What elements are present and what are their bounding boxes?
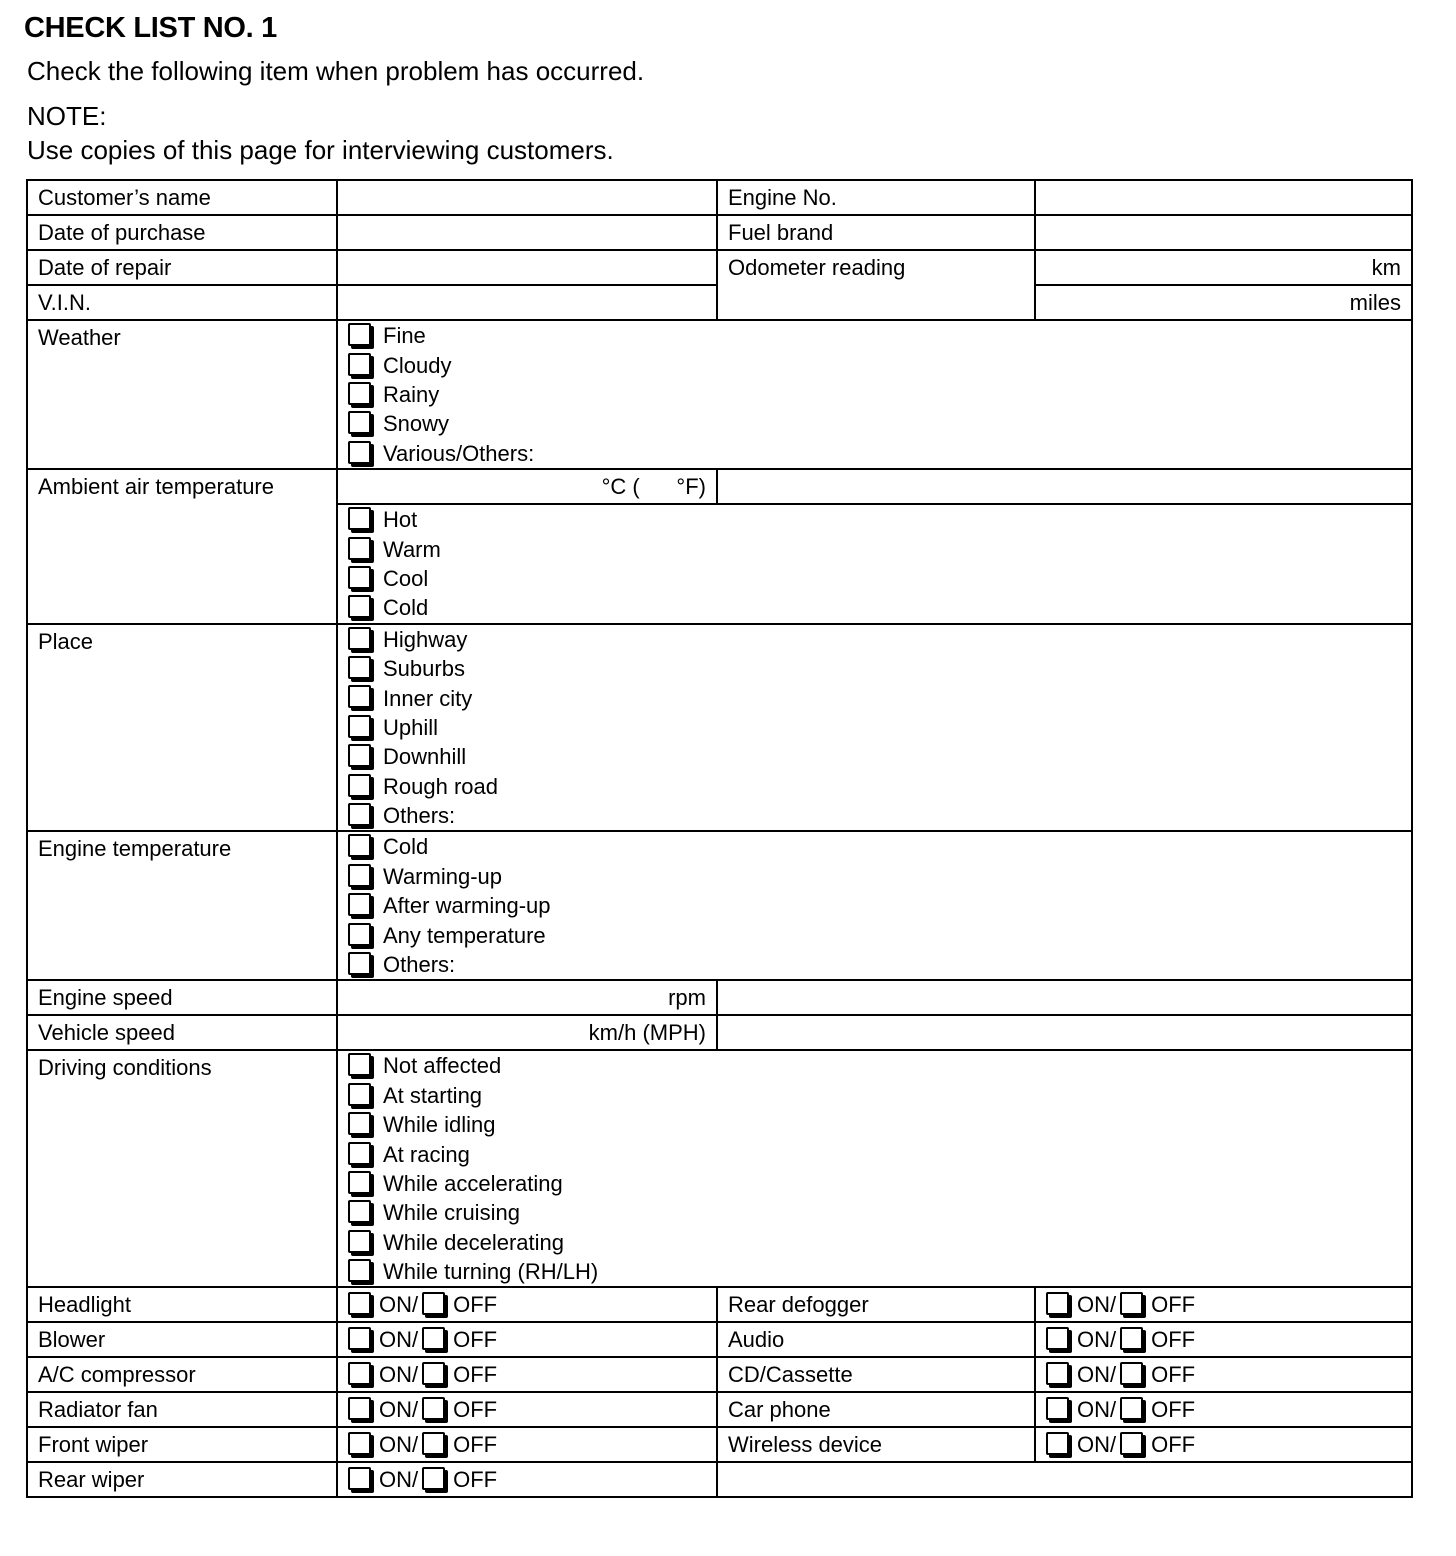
on-checkbox-icon[interactable] [348, 1467, 371, 1490]
driving-options [337, 1050, 1412, 1287]
row-customer-name [27, 180, 1412, 215]
weather-option[interactable]: Various/Others: [348, 439, 1401, 468]
on-checkbox-icon[interactable] [1046, 1327, 1069, 1350]
off-checkbox-icon[interactable] [1120, 1397, 1143, 1420]
rpm-unit: rpm [668, 985, 706, 1011]
switch-onoff-left: ON/ OFF [337, 1322, 717, 1357]
place-label: Place [27, 624, 337, 832]
customer-name-field[interactable] [337, 180, 717, 215]
place-option[interactable]: Others: [348, 801, 1401, 830]
switch-onoff-right: ON/ OFF [1035, 1427, 1412, 1462]
vehicle-speed-blank [717, 1015, 1412, 1050]
ambient-option[interactable]: Cool [348, 564, 1401, 593]
engine-temp-option[interactable]: After warming-up [348, 891, 1401, 920]
note-text: Use copies of this page for interviewing customers. [27, 135, 614, 165]
page-title: CHECK LIST NO. 1 [24, 12, 277, 44]
fuel-brand-field[interactable] [1035, 215, 1412, 250]
on-checkbox-icon[interactable] [348, 1292, 371, 1315]
ambient-options [337, 504, 1412, 624]
switch-onoff-right: ON/ OFF [1035, 1287, 1412, 1322]
vin-field[interactable] [337, 285, 717, 320]
vin-label: V.I.N. [27, 285, 337, 320]
switch-onoff-left: ON/ OFF [337, 1462, 717, 1497]
place-option[interactable]: Highway [348, 625, 1401, 654]
switch-onoff-left: ON/ OFF [337, 1357, 717, 1392]
switch-row [27, 1392, 1412, 1427]
row-place [27, 624, 1412, 832]
switch-label-left: Blower [27, 1322, 337, 1357]
engine-temp-option[interactable]: Cold [348, 832, 1401, 861]
checkbox-icon[interactable] [348, 537, 371, 560]
on-checkbox-icon[interactable] [348, 1327, 371, 1350]
row-date-of-purchase [27, 215, 1412, 250]
ambient-temp-field[interactable] [337, 469, 717, 504]
date-of-repair-label: Date of repair [27, 250, 337, 285]
checkbox-icon[interactable] [348, 507, 371, 530]
off-checkbox-icon[interactable] [422, 1292, 445, 1315]
vehicle-speed-label: Vehicle speed [27, 1015, 337, 1050]
km-unit: km [1371, 255, 1401, 280]
temp-unit: °C ( °F) [601, 473, 706, 499]
odometer-reading-label: Odometer reading [717, 250, 1035, 320]
driving-option[interactable]: While idling [348, 1110, 1401, 1139]
engine-speed-label: Engine speed [27, 980, 337, 1015]
checklist-table [26, 179, 1413, 1498]
place-option[interactable]: Uphill [348, 713, 1401, 742]
miles-unit: miles [1349, 290, 1401, 315]
place-options [337, 624, 1412, 832]
checkbox-icon[interactable] [348, 1230, 371, 1253]
off-checkbox-icon[interactable] [1120, 1327, 1143, 1350]
off-checkbox-icon[interactable] [1120, 1292, 1143, 1315]
checkbox-icon[interactable] [348, 1200, 371, 1223]
on-checkbox-icon[interactable] [348, 1397, 371, 1420]
off-checkbox-icon[interactable] [422, 1397, 445, 1420]
on-checkbox-icon[interactable] [348, 1362, 371, 1385]
checkbox-icon[interactable] [348, 744, 371, 767]
off-checkbox-icon[interactable] [422, 1362, 445, 1385]
checkbox-icon[interactable] [348, 656, 371, 679]
switch-onoff-left: ON/ OFF [337, 1427, 717, 1462]
place-option[interactable]: Rough road [348, 771, 1401, 800]
on-checkbox-icon[interactable] [1046, 1397, 1069, 1420]
weather-option[interactable]: Cloudy [348, 350, 1401, 379]
date-of-purchase-label: Date of purchase [27, 215, 337, 250]
date-of-repair-field[interactable] [337, 250, 717, 285]
engine-temp-options [337, 831, 1412, 980]
place-option[interactable]: Inner city [348, 683, 1401, 712]
row-engine-speed [27, 980, 1412, 1015]
driving-option[interactable]: While turning (RH/LH) [348, 1257, 1401, 1286]
checkbox-icon[interactable] [348, 627, 371, 650]
place-option[interactable]: Downhill [348, 742, 1401, 771]
checkbox-icon[interactable] [348, 715, 371, 738]
weather-options [337, 320, 1412, 469]
weather-option[interactable]: Snowy [348, 409, 1401, 438]
row-date-of-repair [27, 250, 1412, 285]
switch-label-right: CD/Cassette [717, 1357, 1035, 1392]
driving-conditions-label: Driving conditions [27, 1050, 337, 1287]
weather-option[interactable]: Fine [348, 321, 1401, 350]
driving-option[interactable]: While decelerating [348, 1228, 1401, 1257]
switch-label-left: A/C compressor [27, 1357, 337, 1392]
switch-label-right: Rear defogger [717, 1287, 1035, 1322]
vehicle-speed-field[interactable] [337, 1015, 717, 1050]
on-checkbox-icon[interactable] [1046, 1432, 1069, 1455]
switch-label-right: Audio [717, 1322, 1035, 1357]
ambient-option[interactable]: Hot [348, 505, 1401, 534]
row-engine-temp [27, 831, 1412, 980]
engine-no-field[interactable] [1035, 180, 1412, 215]
checkbox-icon[interactable] [348, 774, 371, 797]
switch-onoff-right: ON/ OFF [1035, 1392, 1412, 1427]
engine-speed-blank [717, 980, 1412, 1015]
checkbox-icon[interactable] [348, 1053, 371, 1076]
on-checkbox-icon[interactable] [1046, 1292, 1069, 1315]
ambient-temp-label: Ambient air temperature [27, 469, 337, 624]
ambient-option[interactable]: Warm [348, 534, 1401, 563]
on-checkbox-icon[interactable] [348, 1432, 371, 1455]
checkbox-icon[interactable] [348, 685, 371, 708]
checkbox-icon[interactable] [348, 1171, 371, 1194]
switch-row [27, 1427, 1412, 1462]
switch-onoff-right: ON/ OFF [1035, 1322, 1412, 1357]
checkbox-icon[interactable] [348, 803, 371, 826]
driving-option[interactable]: While cruising [348, 1198, 1401, 1227]
switch-label-left: Rear wiper [27, 1462, 337, 1497]
checkbox-icon[interactable] [348, 1259, 371, 1282]
checkbox-icon[interactable] [348, 834, 371, 857]
checkbox-icon[interactable] [348, 864, 371, 887]
speed-unit: km/h (MPH) [588, 1020, 706, 1046]
odometer-km-field[interactable] [1035, 250, 1412, 285]
row-weather [27, 320, 1412, 469]
checkbox-icon[interactable] [348, 441, 371, 464]
checkbox-icon[interactable] [348, 1083, 371, 1106]
checkbox-icon[interactable] [348, 1112, 371, 1135]
engine-temp-option[interactable]: Others: [348, 950, 1401, 979]
driving-option[interactable]: While accelerating [348, 1169, 1401, 1198]
switch-row [27, 1357, 1412, 1392]
instruction-text: Check the following item when problem has occurred. [27, 56, 645, 86]
switch-label-left: Headlight [27, 1287, 337, 1322]
checkbox-icon[interactable] [348, 382, 371, 405]
engine-speed-field[interactable] [337, 980, 717, 1015]
fuel-brand-label: Fuel brand [717, 215, 1035, 250]
switch-row [27, 1462, 1412, 1497]
checkbox-icon[interactable] [348, 595, 371, 618]
weather-option[interactable]: Rainy [348, 380, 1401, 409]
off-checkbox-icon[interactable] [422, 1432, 445, 1455]
switch-onoff-left: ON/ OFF [337, 1287, 717, 1322]
checkbox-icon[interactable] [348, 566, 371, 589]
engine-temp-option[interactable]: Warming-up [348, 862, 1401, 891]
switch-row [27, 1287, 1412, 1322]
place-option[interactable]: Suburbs [348, 654, 1401, 683]
engine-temp-label: Engine temperature [27, 831, 337, 980]
off-checkbox-icon[interactable] [1120, 1432, 1143, 1455]
switch-label-left: Radiator fan [27, 1392, 337, 1427]
switch-label-right: Car phone [717, 1392, 1035, 1427]
switch-row [27, 1322, 1412, 1357]
engine-temp-option[interactable]: Any temperature [348, 920, 1401, 949]
driving-option[interactable]: Not affected [348, 1051, 1401, 1080]
note-label: NOTE: [27, 101, 107, 131]
off-checkbox-icon[interactable] [422, 1327, 445, 1350]
off-checkbox-icon[interactable] [422, 1467, 445, 1490]
ambient-option[interactable]: Cold [348, 593, 1401, 622]
on-checkbox-icon[interactable] [1046, 1362, 1069, 1385]
switch-onoff-left: ON/ OFF [337, 1392, 717, 1427]
odometer-miles-field[interactable] [1035, 285, 1412, 320]
checkbox-icon[interactable] [348, 893, 371, 916]
checkbox-icon[interactable] [348, 923, 371, 946]
row-ambient-temp [27, 469, 1412, 504]
checkbox-icon[interactable] [348, 411, 371, 434]
date-of-purchase-field[interactable] [337, 215, 717, 250]
row-vehicle-speed [27, 1015, 1412, 1050]
switch-onoff-right: ON/ OFF [1035, 1357, 1412, 1392]
weather-label: Weather [27, 320, 337, 469]
customer-name-label: Customer’s name [27, 180, 337, 215]
checkbox-icon[interactable] [348, 323, 371, 346]
driving-option[interactable]: At racing [348, 1139, 1401, 1168]
switch-label-left: Front wiper [27, 1427, 337, 1462]
checkbox-icon[interactable] [348, 1142, 371, 1165]
row-driving-conditions [27, 1050, 1412, 1287]
switch-blank [717, 1462, 1412, 1497]
engine-no-label: Engine No. [717, 180, 1035, 215]
ambient-temp-blank [717, 469, 1412, 504]
checkbox-icon[interactable] [348, 353, 371, 376]
switch-label-right: Wireless device [717, 1427, 1035, 1462]
driving-option[interactable]: At starting [348, 1081, 1401, 1110]
checkbox-icon[interactable] [348, 952, 371, 975]
off-checkbox-icon[interactable] [1120, 1362, 1143, 1385]
